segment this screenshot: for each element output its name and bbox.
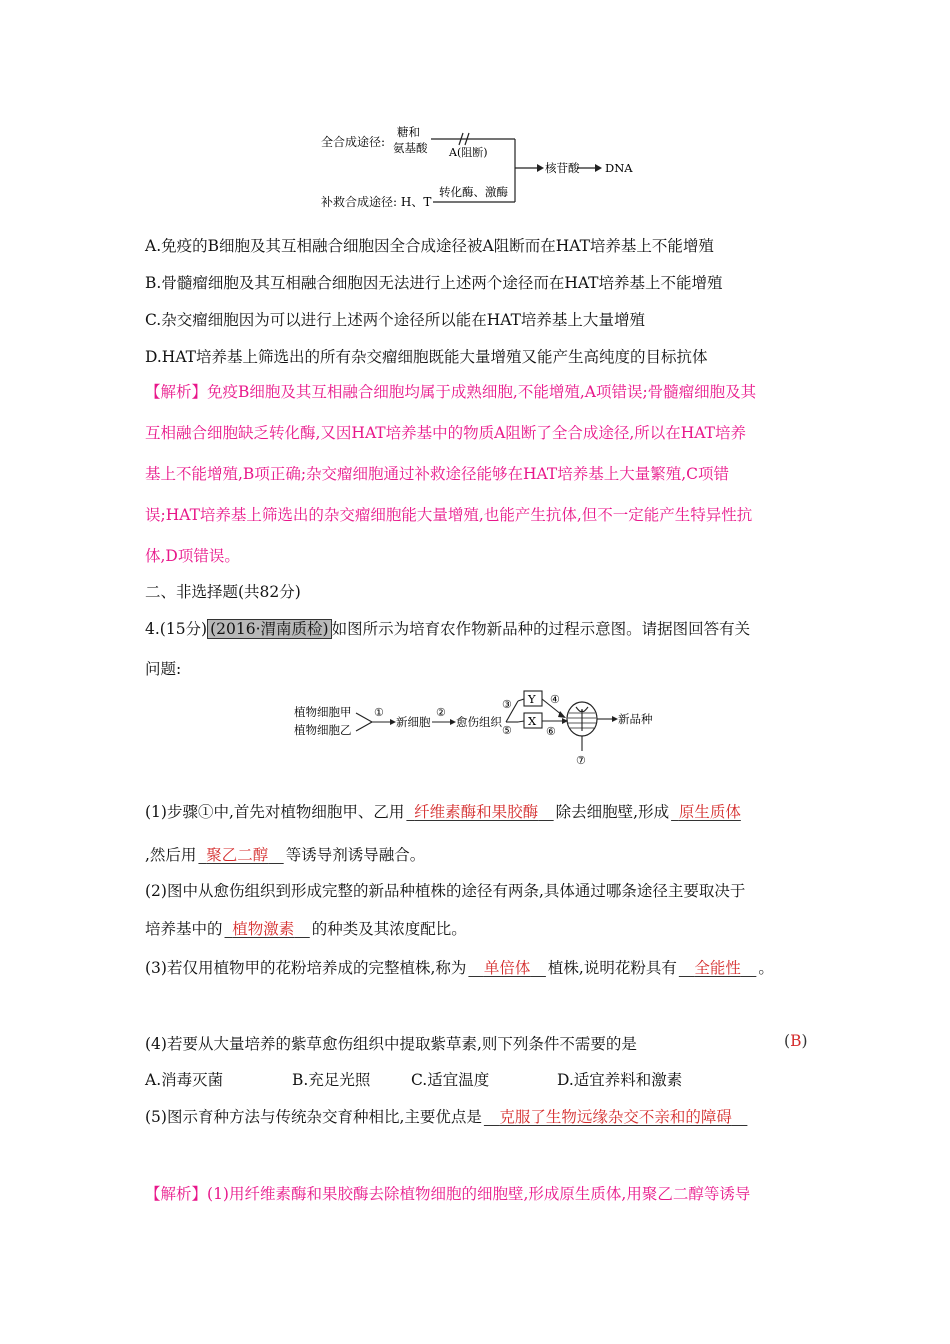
block-label: A(阻断) (449, 146, 488, 159)
step-7-label: ⑦ (576, 754, 586, 767)
question-4-stem-2: 问题: (145, 660, 182, 678)
answer-blank (669, 800, 743, 822)
cell-b-label: 植物细胞乙 (294, 723, 352, 737)
answer-text: 原生质体 (678, 803, 741, 821)
arrow-head-icon (558, 711, 566, 718)
question-text: 如图所示为培育农作物新品种的过程示意图。请据图回答有关 (331, 620, 751, 638)
step-1-label: ① (374, 706, 384, 719)
synthesis-pathway-diagram (315, 118, 645, 213)
step-3-label: ③ (502, 698, 512, 711)
sub-question-text: 培养基中的 (145, 920, 223, 938)
sub-question-text: 。 (758, 959, 774, 977)
answer-blank (677, 956, 759, 978)
merge-line-2 (356, 722, 372, 731)
analysis-3-line-5: 体,D项错误。 (145, 547, 240, 565)
full-synthesis-label: 全合成途径: (321, 135, 386, 149)
answer-text: 全能性 (694, 959, 741, 977)
sugar-label-1: 糖和 (397, 125, 420, 139)
salvage-path-label: 补救合成途径: H、T (321, 195, 432, 209)
option-a: A.消毒灭菌 (145, 1071, 224, 1089)
sub-question-1 (145, 800, 743, 822)
plant-icon (576, 707, 588, 731)
choice-answer-value: B (790, 1032, 802, 1050)
sub-question-text: ,然后用 (145, 846, 197, 864)
step-5-label: ⑤ (502, 724, 512, 737)
nucleotide-label: 核苷酸 (545, 161, 580, 175)
analysis-3-line-4: 误;HAT培养基上筛选出的杂交瘤细胞能大量增殖,也能产生抗体,但不一定能产生特异性抗 (145, 506, 753, 524)
sub-question-3 (145, 956, 774, 978)
sub-question-text: (1)步骤①中,首先对植物细胞甲、乙用 (145, 803, 405, 821)
answer-blank (223, 917, 312, 939)
sub-question-5 (145, 1105, 749, 1127)
sub-question-text: 除去细胞壁,形成 (555, 803, 670, 821)
option-d: D.HAT培养基上筛选出的所有杂交瘤细胞既能大量增殖又能产生高纯度的目标抗体 (145, 348, 708, 366)
question-number: 4.(15分) (145, 620, 208, 638)
answer-blank (196, 843, 285, 865)
analysis-text: (1)用纤维素酶和果胶酶去除植物细胞的细胞壁,形成原生质体,用聚乙二醇等诱导 (207, 1185, 751, 1203)
analysis-3-line-1 (145, 380, 756, 402)
sub-question-text: (3)若仅用植物甲的花粉培养成的完整植株,称为 (145, 959, 467, 977)
enzymes-label: 转化酶、激酶 (439, 185, 508, 199)
analysis-tag: 【解析】 (145, 1185, 208, 1203)
y-label: Y (528, 692, 536, 706)
step-6-label: ⑥ (546, 725, 556, 738)
sub-question-2-cont (145, 917, 467, 939)
option-a: A.免疫的B细胞及其互相融合细胞因全合成途径被A阻断而在HAT培养基上不能增殖 (145, 237, 714, 255)
answer-text: 聚乙二醇 (206, 846, 269, 864)
merge-line-1 (356, 713, 372, 722)
to-x-line (518, 721, 524, 722)
analysis-tag: 【解析】 (145, 383, 208, 401)
option-b: B.骨髓瘤细胞及其互相融合细胞因无法进行上述两个途径而在HAT培养基上不能增殖 (145, 274, 723, 292)
sub-question-text: 的种类及其浓度配比。 (311, 920, 467, 938)
analysis-3-line-3: 基上不能增殖,B项正确;杂交瘤细胞通过补救途径能够在HAT培养基上大量繁殖,C项错 (145, 465, 730, 483)
dna-label: DNA (605, 161, 633, 175)
answer-text: 克服了生物远缘杂交不亲和的障碍 (499, 1108, 732, 1126)
sugar-label-2: 氨基酸 (393, 141, 428, 155)
callus-label: 愈伤组织 (456, 715, 502, 729)
analysis-4-line-1 (145, 1182, 750, 1204)
arrow-head-icon (595, 164, 602, 172)
step-4-label: ④ (550, 693, 560, 706)
answer-text: 纤维素酶和果胶酶 (414, 803, 539, 821)
new-cell-label: 新细胞 (396, 715, 431, 729)
option-d: D.适宜养料和激素 (557, 1071, 683, 1089)
answer-blank (482, 1105, 750, 1127)
analysis-text: 免疫B细胞及其互相融合细胞均属于成熟细胞,不能增殖,A项错误;骨髓瘤细胞及其 (207, 383, 757, 401)
answer-text: 单倍体 (483, 959, 531, 977)
x-label: X (528, 714, 537, 728)
section-heading: 二、非选择题(共82分) (145, 583, 301, 601)
sub-question-2: (2)图中从愈伤组织到形成完整的新品种植株的途径有两条,具体通过哪条途径主要取决于 (145, 882, 746, 900)
arrow-head-icon (537, 164, 544, 172)
breeding-process-diagram (292, 685, 662, 767)
step-2-label: ② (436, 706, 446, 719)
sub-question-text: (5)图示育种方法与传统杂交育种相比,主要优点是 (145, 1108, 482, 1126)
sub-question-text: 植株,说明花粉具有 (547, 959, 677, 977)
choice-answer: (B) (784, 1032, 808, 1050)
answer-blank (404, 800, 555, 822)
cell-a-label: 植物细胞甲 (294, 705, 352, 719)
option-b: B.充足光照 (292, 1071, 371, 1089)
sub-question-text: 等诱导剂诱导融合。 (285, 846, 426, 864)
sub-question-4-options (145, 1068, 682, 1090)
question-4-stem (145, 617, 750, 639)
to-y-line (518, 699, 524, 701)
option-c: C.适宜温度 (411, 1071, 490, 1089)
answer-blank (466, 956, 548, 978)
sub-question-1-cont (145, 843, 425, 865)
source-tag: (2016·渭南质检) (207, 619, 331, 639)
sub-question-4: (4)若要从大量培养的紫草愈伤组织中提取紫草素,则下列条件不需要的是 (145, 1035, 637, 1053)
new-variety-label: 新品种 (618, 712, 653, 726)
answer-text: 植物激素 (232, 920, 295, 938)
option-c: C.杂交瘤细胞因为可以进行上述两个途径所以能在HAT培养基上大量增殖 (145, 311, 645, 329)
analysis-3-line-2: 互相融合细胞缺乏转化酶,又因HAT培养基中的物质A阻断了全合成途径,所以在HAT培养 (145, 424, 746, 442)
